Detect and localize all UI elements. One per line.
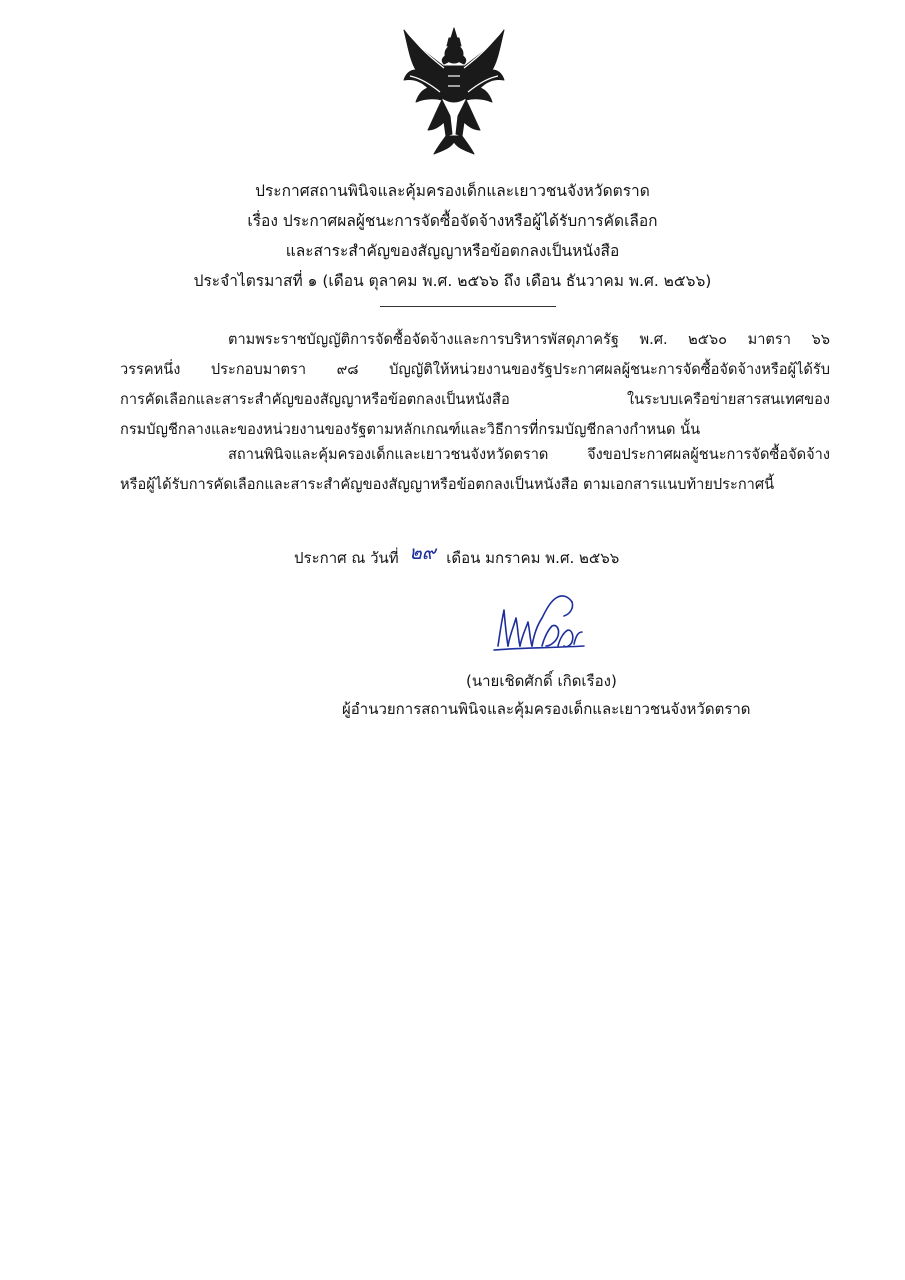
body-paragraph-2 [120,440,830,500]
header-quarter-line: ประจำไตรมาสที่ ๑ (เดือน ตุลาคม พ.ศ. ๒๕๖๖ ถึง เดือน ธันวาคม พ.ศ. ๒๕๖๖) [193,272,712,290]
header-subject-line: เรื่อง ประกาศผลผู้ชนะการจัดซื้อจัดจ้างหรือผู้ได้รับการคัดเลือก [247,212,658,230]
document-header [0,176,905,296]
body-paragraph-1 [120,325,830,445]
handwritten-signature [488,588,588,658]
paragraph-line: การคัดเลือกและสาระสำคัญของสัญญาหรือข้อตกลงเป็นหนังสือ ในระบบเครือข่ายสารสนเทศของ [120,391,830,408]
paragraph-line: สถานพินิจและคุ้มครองเด็กและเยาวชนจังหวัดตราด จึงขอประกาศผลผู้ชนะการจัดซื้อจัดจ้าง [228,446,830,463]
date-prefix: ประกาศ ณ วันที่ [294,549,399,567]
paragraph-line: วรรคหนึ่ง ประกอบมาตรา ๙๘ บัญญัติให้หน่วยงานของรัฐประกาศผลผู้ชนะการจัดซื้อจัดจ้างหรือผู้ได้รับ [120,361,830,378]
paragraph-line: หรือผู้ได้รับการคัดเลือกและสาระสำคัญของสัญญาหรือข้อตกลงเป็นหนังสือ ตามเอกสารแนบท้ายประกาศนี้ [120,476,775,493]
garuda-emblem-icon [400,26,508,156]
date-suffix: เดือน มกราคม พ.ศ. ๒๕๖๖ [446,549,620,567]
header-subject-line-2: และสาระสำคัญของสัญญาหรือข้อตกลงเป็นหนังสือ [285,242,620,260]
header-office-line: ประกาศสถานพินิจและคุ้มครองเด็กและเยาวชนจังหวัดตราด [255,182,650,200]
header-divider [380,306,556,307]
paragraph-line: ตามพระราชบัญญัติการจัดซื้อจัดจ้างและการบริหารพัสดุภาครัฐ พ.ศ. ๒๕๖๐ มาตรา ๖๖ [228,331,830,348]
signer-position: ผู้อำนวยการสถานพินิจและคุ้มครองเด็กและเยาวชนจังหวัดตราด [342,700,751,718]
announcement-date [294,544,619,571]
paragraph-line: กรมบัญชีกลางและของหน่วยงานของรัฐตามหลักเกณฑ์และวิธีการที่กรมบัญชีกลางกำหนด นั้น [120,421,701,438]
signer-name: (นายเชิดศักดิ์ เกิดเรือง) [466,672,617,690]
date-day-handwritten: ๒๙ [409,542,436,564]
